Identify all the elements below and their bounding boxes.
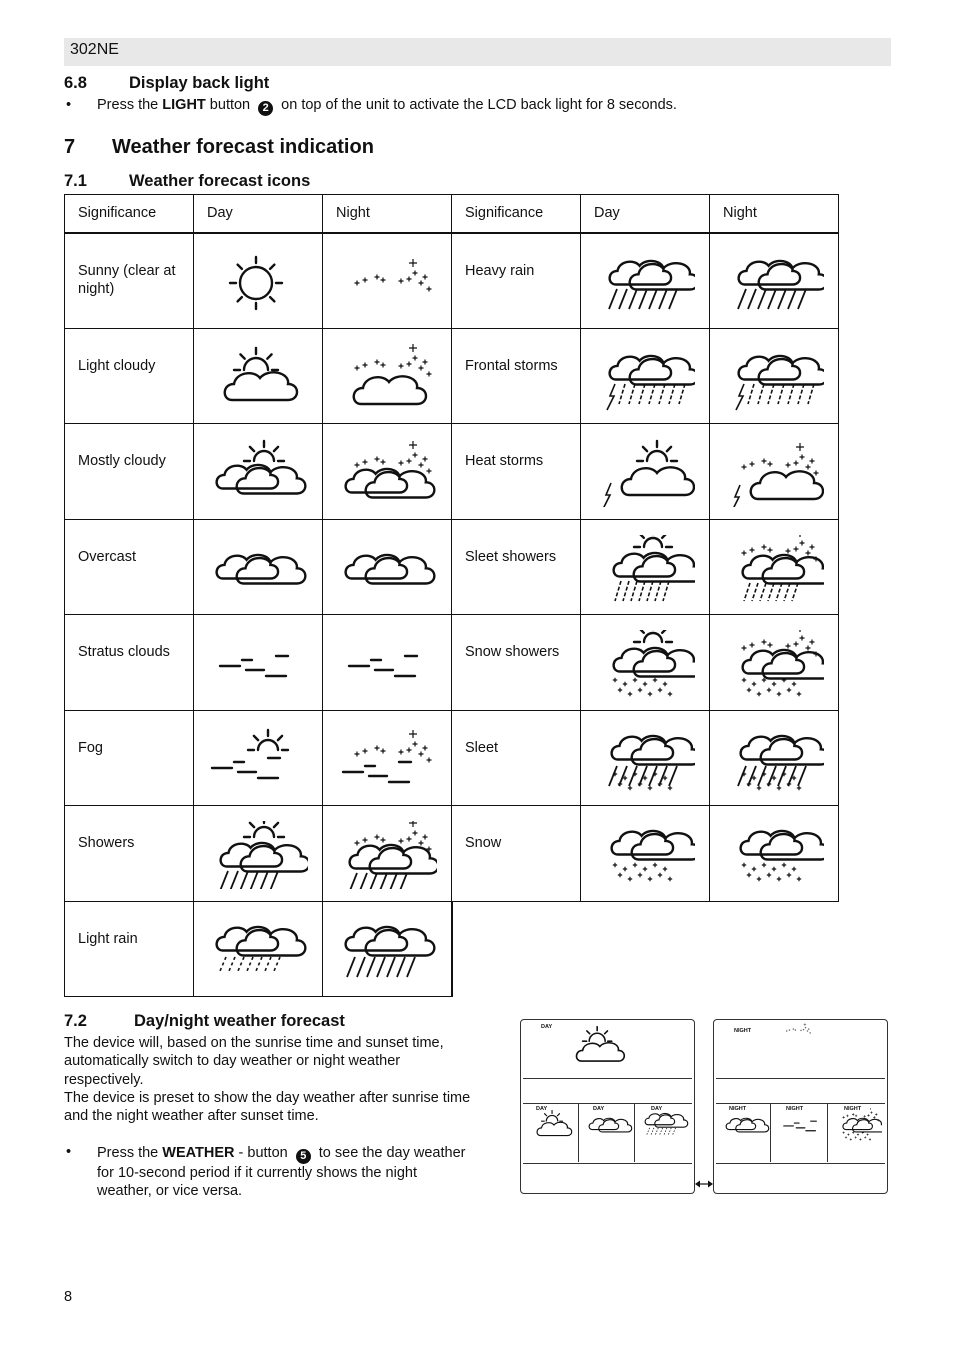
icon-cell bbox=[194, 233, 323, 329]
header-bar bbox=[64, 38, 891, 66]
sleet-icon bbox=[724, 726, 824, 794]
header-cell: Night bbox=[323, 195, 452, 233]
section-6-8-heading bbox=[64, 74, 464, 94]
significance-cell: Heavy rain bbox=[452, 233, 581, 329]
snow-icon bbox=[724, 821, 824, 889]
table-row bbox=[65, 328, 839, 424]
icon-cell bbox=[710, 710, 839, 806]
section-7-2-heading bbox=[64, 1012, 464, 1032]
switch-arrow-icon bbox=[694, 1178, 714, 1190]
heavy-rain-icon bbox=[724, 249, 824, 317]
section-number: 6.8 bbox=[64, 74, 87, 92]
section-number: 7 bbox=[64, 136, 76, 158]
page-number: 8 bbox=[64, 1289, 73, 1305]
rain-icon bbox=[337, 917, 437, 985]
stars-clouds-icon bbox=[337, 439, 437, 507]
paragraph-line: The device is preset to show the day weather after sunrise time bbox=[64, 1089, 471, 1106]
sun-cloud-icon bbox=[529, 1108, 577, 1142]
weather-icons-table bbox=[64, 194, 839, 997]
icon-cell bbox=[710, 615, 839, 711]
sun-cloud-icon bbox=[208, 344, 308, 412]
icon-cell bbox=[323, 424, 452, 520]
icon-cell bbox=[581, 615, 710, 711]
significance-cell: Light rain bbox=[65, 901, 194, 997]
sub-day-tag: DAY bbox=[536, 1106, 548, 1112]
paragraph-line: automatically switch to day weather or night weather bbox=[64, 1053, 401, 1070]
day-display-panel bbox=[520, 1019, 695, 1194]
stars-snow-icon bbox=[834, 1108, 882, 1142]
model-label: 302NE bbox=[70, 41, 119, 58]
header-cell: Day bbox=[194, 195, 323, 233]
light-rain-icon bbox=[641, 1108, 689, 1142]
stars-icon bbox=[769, 1020, 824, 1042]
section-7-heading bbox=[64, 136, 484, 162]
header-cell: Night bbox=[710, 195, 839, 233]
icon-cell bbox=[323, 806, 452, 902]
icon-cell bbox=[194, 519, 323, 615]
icon-cell bbox=[323, 519, 452, 615]
section-title: Weather forecast indication bbox=[112, 136, 374, 158]
table-row bbox=[65, 519, 839, 615]
sub-night-tag: NIGHT bbox=[844, 1106, 862, 1112]
significance-cell: Overcast bbox=[65, 519, 194, 615]
icon-cell bbox=[323, 328, 452, 424]
sun-icon bbox=[208, 249, 308, 317]
icon-cell bbox=[581, 519, 710, 615]
clouds-icon bbox=[208, 535, 308, 603]
heavy-rain-icon bbox=[595, 249, 695, 317]
night-tag: NIGHT bbox=[734, 1028, 752, 1034]
clouds-icon bbox=[585, 1108, 633, 1142]
empty-cell bbox=[581, 901, 710, 997]
day-tag: DAY bbox=[541, 1024, 553, 1030]
significance-cell: Heat storms bbox=[452, 424, 581, 520]
snow-icon bbox=[595, 821, 695, 889]
icon-cell bbox=[710, 328, 839, 424]
light-rain-icon bbox=[208, 917, 308, 985]
table-row bbox=[65, 233, 839, 329]
stratus-icon bbox=[778, 1108, 826, 1142]
icon-cell bbox=[194, 806, 323, 902]
icon-cell bbox=[323, 901, 452, 997]
stars-icon bbox=[337, 249, 437, 317]
section-title: Display back light bbox=[129, 74, 270, 92]
light-instruction: Press the LIGHT button 2 on top of the unit to activate the LCD back light for 8 seconds. bbox=[97, 97, 677, 114]
section-title: Weather forecast icons bbox=[129, 172, 311, 190]
icon-cell bbox=[710, 806, 839, 902]
sub-day-tag: DAY bbox=[651, 1106, 663, 1112]
sub-night-tag: NIGHT bbox=[729, 1106, 747, 1112]
stars-fog-icon bbox=[337, 726, 437, 794]
paragraph-line: The device will, based on the sunrise time and sunset time, bbox=[64, 1035, 444, 1051]
icon-cell bbox=[194, 424, 323, 520]
table-row bbox=[65, 806, 839, 902]
night-display-panel bbox=[713, 1019, 888, 1194]
sun-storm-icon bbox=[595, 439, 695, 507]
bullet: • bbox=[66, 1144, 72, 1160]
sun-showers-icon bbox=[208, 821, 308, 889]
sun-cloud-icon bbox=[561, 1024, 636, 1069]
section-number: 7.1 bbox=[64, 172, 87, 190]
section-title: Day/night weather forecast bbox=[134, 1012, 345, 1030]
sub-day-tag: DAY bbox=[593, 1106, 605, 1112]
sun-sleet-icon bbox=[595, 535, 695, 603]
icon-cell bbox=[710, 424, 839, 520]
significance-cell: Stratus clouds bbox=[65, 615, 194, 711]
light-key: LIGHT bbox=[162, 97, 206, 113]
stars-showers-icon bbox=[337, 821, 437, 889]
header-cell: Day bbox=[581, 195, 710, 233]
table-row bbox=[65, 615, 839, 711]
empty-cell bbox=[452, 901, 581, 997]
bullet: • bbox=[66, 97, 72, 113]
stars-snow-icon bbox=[724, 630, 824, 698]
icon-cell bbox=[323, 615, 452, 711]
sun-clouds-icon bbox=[208, 439, 308, 507]
paragraph-line: respectively. bbox=[64, 1071, 144, 1088]
significance-cell: Sunny (clear at night) bbox=[65, 233, 194, 329]
sun-snow-icon bbox=[595, 630, 695, 698]
icon-cell bbox=[581, 424, 710, 520]
icon-cell bbox=[710, 233, 839, 329]
button-number-badge: 2 bbox=[258, 101, 273, 116]
stratus-icon bbox=[208, 630, 308, 698]
table-row bbox=[65, 901, 839, 997]
weather-key: WEATHER bbox=[162, 1145, 235, 1161]
sun-fog-icon bbox=[208, 726, 308, 794]
day-night-paragraph bbox=[64, 1034, 504, 1125]
significance-cell: Sleet showers bbox=[452, 519, 581, 615]
clouds-icon bbox=[722, 1108, 770, 1142]
sleet-icon bbox=[595, 726, 695, 794]
header-cell: Significance bbox=[452, 195, 581, 233]
table-row bbox=[65, 710, 839, 806]
sub-night-tag: NIGHT bbox=[786, 1106, 804, 1112]
storm-rain-icon bbox=[595, 344, 695, 412]
icon-cell bbox=[323, 233, 452, 329]
storm-rain-icon bbox=[724, 344, 824, 412]
icon-cell bbox=[581, 806, 710, 902]
empty-cell bbox=[710, 901, 839, 997]
significance-cell: Sleet bbox=[452, 710, 581, 806]
stratus-icon bbox=[337, 630, 437, 698]
table-row bbox=[65, 424, 839, 520]
stars-cloud-icon bbox=[337, 344, 437, 412]
button-number-badge: 5 bbox=[296, 1149, 311, 1164]
significance-cell: Snow bbox=[452, 806, 581, 902]
significance-cell: Fog bbox=[65, 710, 194, 806]
stars-storm-icon bbox=[724, 439, 824, 507]
significance-cell: Showers bbox=[65, 806, 194, 902]
icon-cell bbox=[581, 328, 710, 424]
significance-cell: Frontal storms bbox=[452, 328, 581, 424]
section-7-1-heading bbox=[64, 172, 464, 192]
icon-cell bbox=[581, 233, 710, 329]
significance-cell: Light cloudy bbox=[65, 328, 194, 424]
icon-cell bbox=[710, 519, 839, 615]
icon-cell bbox=[194, 901, 323, 997]
significance-cell: Mostly cloudy bbox=[65, 424, 194, 520]
section-number: 7.2 bbox=[64, 1012, 87, 1030]
header-cell: Significance bbox=[65, 195, 194, 233]
icon-cell bbox=[194, 710, 323, 806]
clouds-icon bbox=[337, 535, 437, 603]
significance-cell: Snow showers bbox=[452, 615, 581, 711]
stars-sleet-icon bbox=[724, 535, 824, 603]
table-header-row bbox=[65, 195, 839, 233]
icon-cell bbox=[194, 328, 323, 424]
icon-cell bbox=[581, 710, 710, 806]
icon-cell bbox=[323, 710, 452, 806]
weather-button-instruction: Press the WEATHER - button 5 to see the day weather for 10-second period if it currently shows the night weather, or vice versa. bbox=[97, 1145, 466, 1200]
icon-cell bbox=[194, 615, 323, 711]
paragraph-line: and the night weather after sunset time. bbox=[64, 1108, 319, 1125]
